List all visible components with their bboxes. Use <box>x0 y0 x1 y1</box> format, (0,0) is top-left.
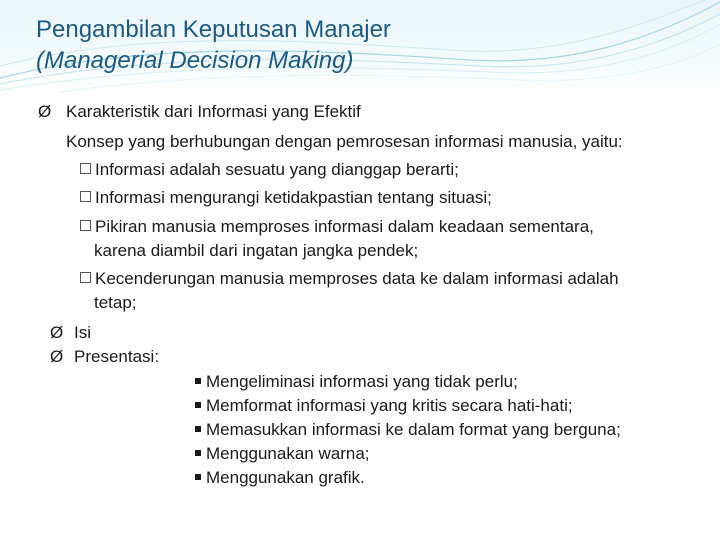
square-bullet-icon <box>195 378 201 384</box>
checklist-item: Kecenderungan manusia memproses data ke dalam informasi adalah <box>80 268 619 290</box>
square-bullet-icon <box>195 474 201 480</box>
presentasi-item: Memasukkan informasi ke dalam format yang berguna; <box>195 419 621 441</box>
title-line-2: (Managerial Decision Making) <box>36 47 354 74</box>
checkbox-icon <box>80 220 91 231</box>
checklist-item-continuation: tetap; <box>94 293 137 312</box>
title-line-1: Pengambilan Keputusan Manajer <box>36 16 391 43</box>
intro-text: Konsep yang berhubungan dengan pemrosesan informasi manusia, yaitu: <box>66 132 623 151</box>
checkbox-icon <box>80 163 91 174</box>
checklist-item: Informasi mengurangi ketidakpastian tentang situasi; <box>80 187 492 209</box>
square-bullet-icon <box>195 426 201 432</box>
square-bullet-icon <box>195 450 201 456</box>
arrow-bullet-icon: Ø <box>50 323 64 342</box>
checkbox-icon <box>80 272 91 283</box>
bullet-presentasi: Presentasi: <box>74 347 160 366</box>
checklist-item: Informasi adalah sesuatu yang dianggap berarti; <box>80 159 459 181</box>
bullet-isi: Isi <box>74 323 91 342</box>
checkbox-icon <box>80 191 91 202</box>
presentasi-item: Mengeliminasi informasi yang tidak perlu; <box>195 371 518 393</box>
presentasi-item: Memformat informasi yang kritis secara hati-hati; <box>195 395 573 417</box>
square-bullet-icon <box>195 402 201 408</box>
arrow-bullet-icon: Ø <box>38 102 52 121</box>
checklist-item: Pikiran manusia memproses informasi dalam keadaan sementara, <box>80 216 594 238</box>
main-bullet-text: Karakteristik dari Informasi yang Efektif <box>66 102 361 121</box>
arrow-bullet-icon: Ø <box>50 347 64 366</box>
presentasi-item: Menggunakan warna; <box>195 443 370 465</box>
checklist-item-continuation: karena diambil dari ingatan jangka pendek; <box>94 241 419 260</box>
presentasi-item: Menggunakan grafik. <box>195 467 365 489</box>
